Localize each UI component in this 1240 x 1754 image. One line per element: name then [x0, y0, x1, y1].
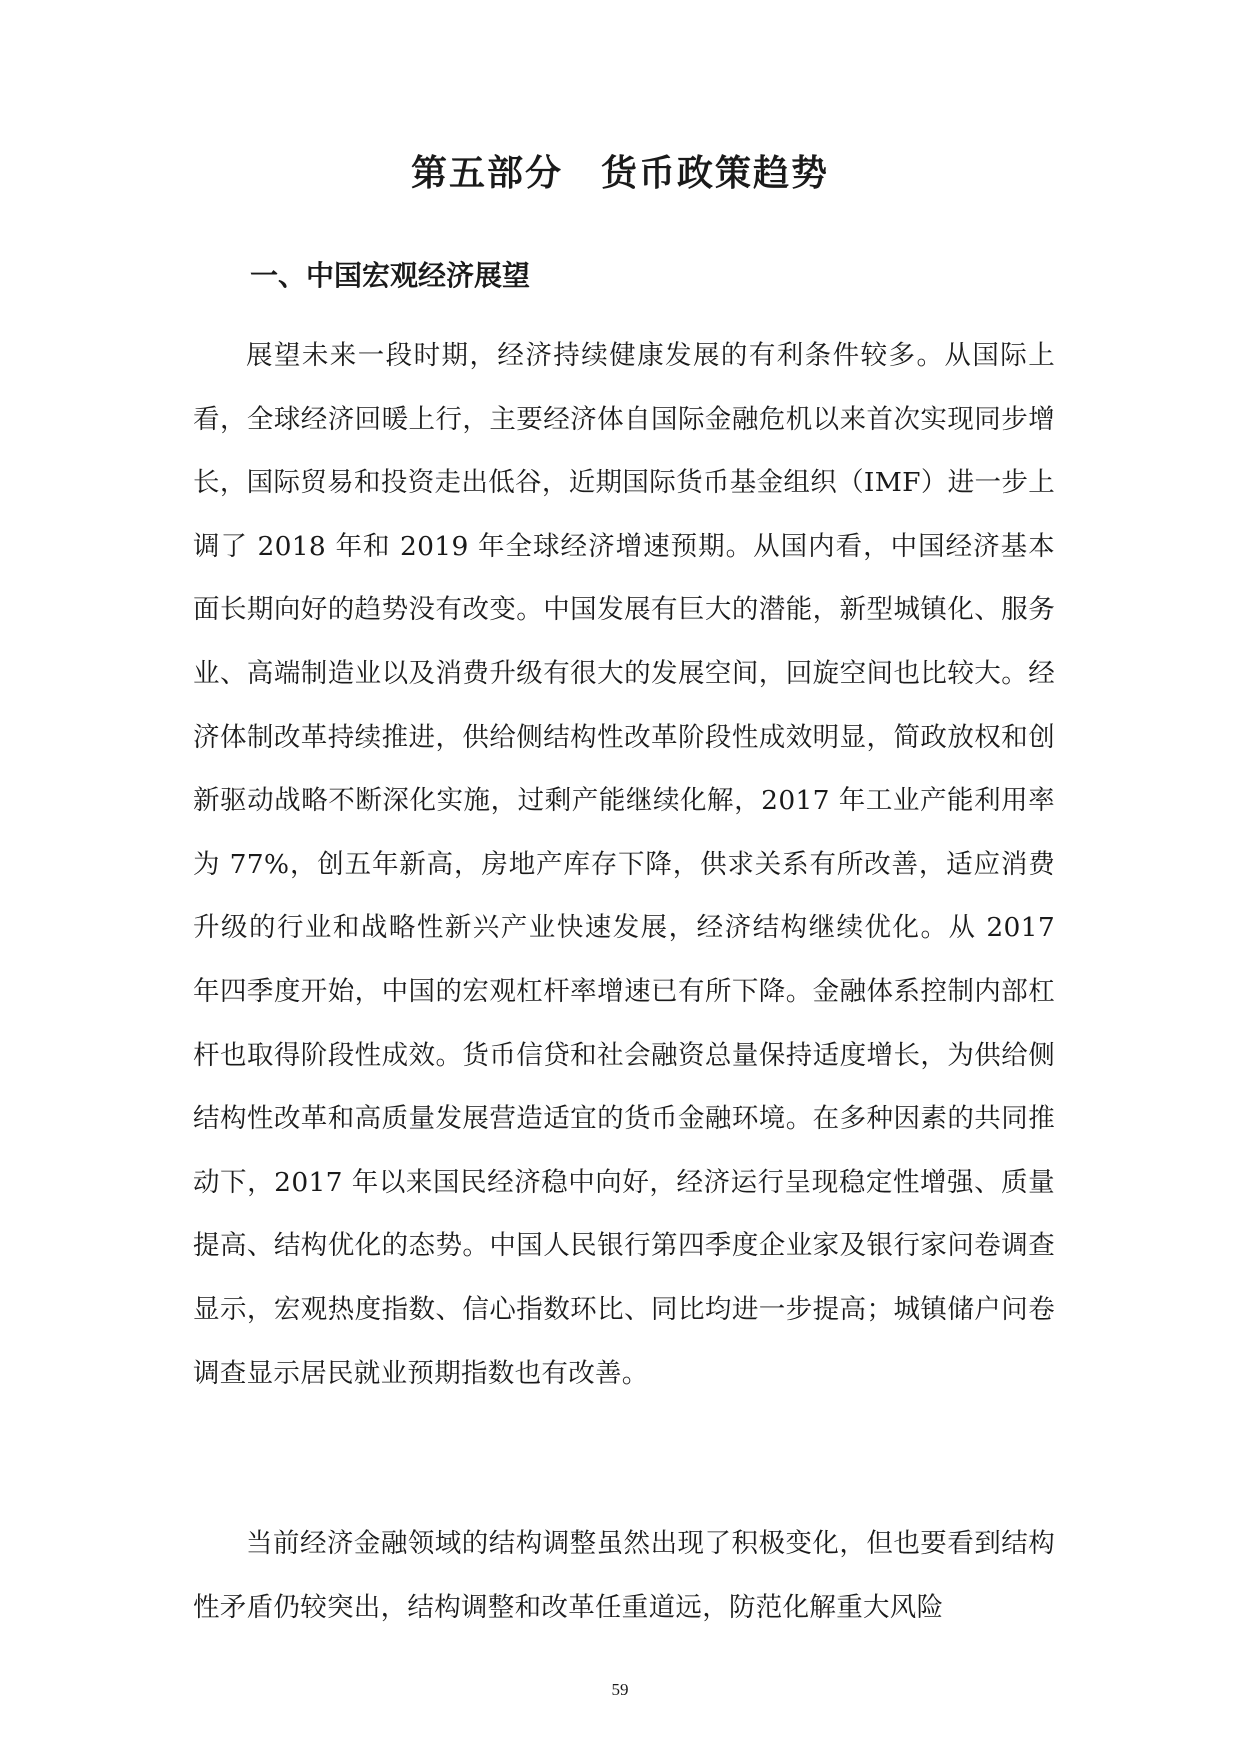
- part-title: 第五部分 货币政策趋势: [410, 153, 829, 194]
- section-heading: 一、中国宏观经济展望: [250, 259, 531, 292]
- body-paragraph: 当前经济金融领域的结构调整虽然出现了积极变化，但也要看到结构性矛盾仍较突出，结构调整和改革任重道远，防范化解重大风险: [193, 1528, 1055, 1623]
- body-paragraph: 展望未来一段时期，经济持续健康发展的有利条件较多。从国际上看，全球经济回暖上行，主要经济体自国际金融危机以来首次实现同步增长，国际贸易和投资走出低谷，近期国际货币基金组织（IMF）进一步上调了 2018 年和 2019 年全球经济增速预期。从国内看，中国经济基本面长期向好的趋势没有改变。中国发展有巨大的潜能，新型城镇化、服务业、高端制造业以及消费升级有很大的发展空间，回旋空间也比较大。经济体制改革持续推进，供给侧结构性改革阶段性成效明显，简政放权和创新驱动战略不断深化实施，过剩产能继续化解，2017 年工业产能利用率为 77%，创五年新高，房地产库存下降，供求关系有所改善，适应消费升级的行业和战略性新兴产业快速发展，经济结构继续优化。从 2017 年四季度开始，中国的宏观杠杆率增速已有所下降。金融体系控制内部杠杆也取得阶段性成效。货币信贷和社会融资总量保持适度增长，为供给侧结构性改革和高质量发展营造适宜的货币金融环境。在多种因素的共同推动下，2017 年以来国民经济稳中向好，经济运行呈现稳定性增强、质量提高、结构优化的态势。中国人民银行第四季度企业家及银行家问卷调查显示，宏观热度指数、信心指数环比、同比均进一步提高；城镇储户问卷调查显示居民就业预期指数也有改善。: [193, 340, 1055, 1389]
- page-number: 59: [611, 1680, 629, 1699]
